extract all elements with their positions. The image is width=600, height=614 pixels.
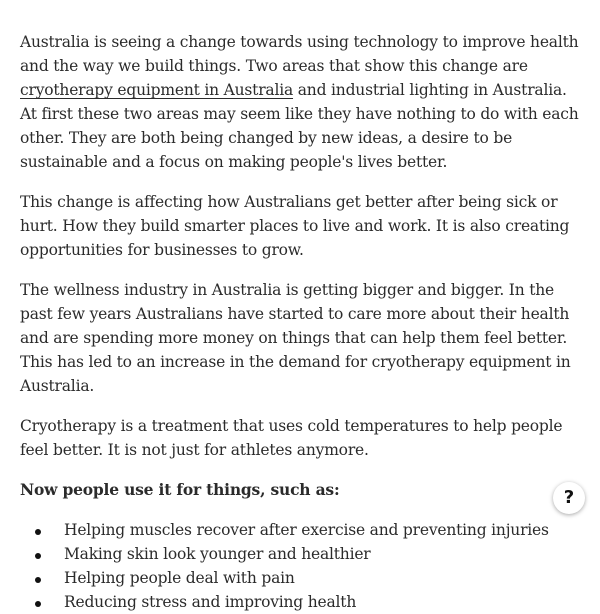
list-item: Helping people deal with pain (20, 566, 580, 590)
paragraph-wellness: The wellness industry in Australia is getting bigger and bigger. In the past few years Australians have started to care more about their health and are spending more money on things that can help them feel better. This has led to an increase in the demand for cryotherapy equipment in Australia. (20, 281, 571, 395)
intro-text-end: and industrial lighting in Australia. At first these two areas may seem like they have nothing to do with each other. They are both being changed by new ideas, a desire to be sustainable and a focus on making people's lives better. (20, 81, 579, 171)
list-heading: Now people use it for things, such as: (20, 480, 340, 499)
paragraph-intro (20, 30, 580, 174)
help-button[interactable] (553, 482, 585, 514)
list-item: Helping muscles recover after exercise and preventing injuries (20, 518, 580, 542)
cryotherapy-equipment-link[interactable]: cryotherapy equipment in Australia (20, 81, 294, 99)
article-body (20, 30, 580, 614)
list-item: Making skin look younger and healthier (20, 542, 580, 566)
list-item: Reducing stress and improving health (20, 590, 580, 614)
paragraph-change: This change is affecting how Australians get better after being sick or hurt. How they build smarter places to live and work. It is also creating opportunities for businesses to grow. (20, 193, 570, 259)
paragraph-cryotherapy: Cryotherapy is a treatment that uses cold temperatures to help people feel better. It is not just for athletes anymore. (20, 417, 563, 459)
intro-text-start: Australia is seeing a change towards using technology to improve health and the way we build things. Two areas that show this change are (20, 33, 579, 75)
question-mark-icon: ? (563, 487, 575, 508)
